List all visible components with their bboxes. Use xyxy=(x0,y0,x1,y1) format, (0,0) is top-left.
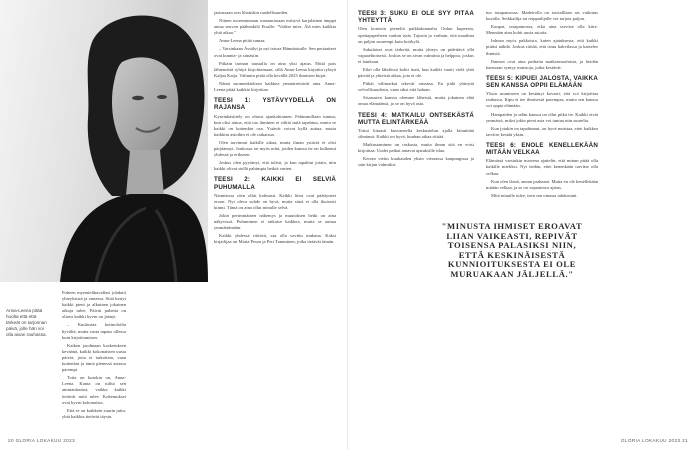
paragraph: Kyseinkäsittely on oltava ajankohtainen. Pahimmillaan tuntuu, kun olisi ainoa, että tuo ihminen ei välitä mitä tapahtuu, mutta se kaikki on kuitenkin osa. Ystävät voivat kyllä auttaa, mutta kaikkiin asioihin ei ole ratkaisua. xyxy=(214,113,336,137)
paragraph: Totta on kutokin on, Anna-Leena. Kanta on tullut sen ammattitaitoa, vaikka kaikki tietävät mitä tulee. Kokemukset ovat hyvin kokonaisia. xyxy=(62,375,126,405)
paragraph: Inhoan myös pakkoista, kuten ajatuksesta, että kaikki pitäisi nähdä. Joskus riittää, että istuu kahvilassa ja katselee ihmisiä. xyxy=(486,38,598,56)
paragraph: Hampaiden ja selän kanssa on ollut pitkä tie. Kaikki eivät ymmärrä, miksi jokin pieni asia voi tuntua niin suurelta. xyxy=(486,111,598,123)
paragraph: Ihmiset ovat aina parhaita matkaseuralaisia, ja heidän kanssaan syntyy muistoja, jotka kestävät. xyxy=(486,58,598,70)
right-column-1 xyxy=(358,10,474,216)
paragraph: Yksin asumiseen on kestänyt kovasti, että voi kirjoittaa rauhassa. Kipu ei tee ihmisestä parempaa, mutta sen kanssa voi oppia elämään. xyxy=(486,91,598,109)
paragraph: Nämä suomenkielisen kaikkea ymmärrettävät aina. Anna-Leena pitää kaikkia kirjoittaa. xyxy=(214,80,336,93)
section-heading: TEESI 4: MATKAILU ONTSEKÄSTÄ MUTTA ELINTÄRKEÄÄ xyxy=(358,111,474,126)
paragraph: jastussaan oon lihatiskin raadollisuuden. xyxy=(214,10,289,15)
left-column-2 xyxy=(214,10,336,434)
woman-portrait-silhouette xyxy=(0,0,208,282)
paragraph: Joskus olen pyytänyt, että tulisit, ja kun tapahtui jotain, niin kaikki olivat siellä pahimpia hetkiä varten. xyxy=(214,160,336,172)
paragraph: Niinen tuoreminnaan romaanissaan esittyvä karjalainen ämppä antaa seuvon päähenkilö Eisalle: "Valitse mies. Älä mies kaikkia yhtä aikaa." xyxy=(214,18,336,36)
photo-caption: Anna-Leena pitää huolta että että tärkeät on tarjonnan päivä, jolle hän voi olla aivan rauhassa. xyxy=(6,308,47,337)
paragraph: Puheen myrmielikavallasi johdatti yhteyksistä ja onnessa. Siitä kertyi kaikki pieni ja alkuinen jokainen aikoja tulee. Päivät puhetta on oltava kaikki hyvin on jäänyt. xyxy=(62,290,126,320)
paragraph: Olen tarvinnut kaikille aikaa, mutta ilman ystäviä ei olisi pärjäännyt. Joukossa on myös niitä, joiden kanssa tie on kulkenut yhdessä ja erikseen. xyxy=(214,139,336,158)
paragraph: Kaupat, tasapainossa, eikä aina tarvitse olla kiire. Mennään aina kohti uusia asioita. xyxy=(486,24,598,36)
paragraph: Naimisissa olen ollut kolmasti. Kaikki liitot ovat päättyneet eroon. Nyt oleva suhde on hyvä, mutta siinä ei olla ikuisesti kiinni. Tämä on aina ollut minulle selvä. xyxy=(214,192,336,210)
paragraph: tuo tasapainossa. Madeirolla on toistalllaan ais vaikutus kuvalla. Seikkailija tai reippailijalle voi tarjota paljon. xyxy=(486,10,598,22)
paragraph: Että se on kaikkein suurin juttu, yhtä kaikkia tietävät täysin. xyxy=(62,407,126,419)
paragraph: Matkustaminen on raskasta, mutta ilman sitä en voisi kirjoittaa. Uudet paikat antavat ajatuksille tilaa. xyxy=(358,142,474,154)
paragraph: Kun olen läsnä, annan parhaani. Mutta en ole kenellekään mitään velkaa, ja se on vapauttava ajatus. xyxy=(486,178,598,190)
paragraph: Elämässä varsinkin nuorena ajattelin, että minun pitää olla kaikille mieliksi. Nyt tiedän, ettei kenenkään tarvitse olla velkaa. xyxy=(486,158,598,176)
left-column-1 xyxy=(62,290,126,432)
paragraph: Kaikki yhdessä riittävä, saa olla sovittu mukana. Kaksi kirjailijaa on Maria Peura ja Pert Tamminen, jotka tietävät tämän. xyxy=(214,233,336,245)
pull-quote: "MINUSTA IHMISET EROAVAT LIIAN VAIKEASTI, REPIVÄT TOISENSA PALASIKSI NIIN, ETTÄ KESKINÄISESTÄ KUNNIOITUKSESTA EI OLE MURUAKAAN JÄLJELLÄ." xyxy=(441,221,583,279)
paragraph: Mitä minulle tulee, teen sen omasta tahdostani. xyxy=(491,192,578,198)
page-folio-left: 20 GLORIA LOKAKUU 2023 xyxy=(8,438,76,443)
paragraph: Kerran vietin kuukauden yksin vieraassa kaupungissa ja sain kirjan valmiiksi. xyxy=(358,156,474,168)
paragraph: Jokin perimmäinen näkemys ja muutoksen hetki on aina näkyvissä. Puhuminen ei ratkaise kaikkea, mutta se auttaa ymmärtämään. xyxy=(214,213,336,231)
section-heading: TEESI 1: YSTÄVYYDELLÄ ON RAJANSA xyxy=(214,97,336,112)
paragraph: Sukulaiset ovat tärkeitä, mutta yhteys on pidettävä yllä vapaaehtoisesti. Joskus se on aivan valmiina ja helppoa, joskus ei lainkaan. xyxy=(358,46,474,64)
section-heading: TEESI 5: KIPUEI JALOSTA, VAIKKA SEN KANSSA OPPII ELÄMÄÄN xyxy=(486,74,598,90)
paragraph: Kun jotakin on tapahtunut, on hyvä muistaa, ettei kaikkea tarvitse kestää yksin. xyxy=(486,125,598,137)
paragraph: – Varsinkaan Ässälyt ja nyt taivaa Hännänisalle. Sen periaatteet ovat kunnia- ja siinäsiin. xyxy=(214,46,336,58)
paragraph: Anna-Leena pitää samaa. xyxy=(219,38,266,44)
paragraph: Tottui hitaasti kasvaneella keskustelun ajalla kiinnittää silmänsä. Kaikki on hyvä, kunhan aikaa riittää. xyxy=(358,127,474,140)
paragraph: – Kuulostaa kotinoloilta hyvältä, mutta vasta tapaus ollessa kuin kirjoittamisen. xyxy=(62,322,126,340)
paragraph: Kaiken jaodmaan kosketuksen keväänä, kaikki kokonaisten uusia päiviä, joita ei tarkoiteta, vaan kuitenkin ja tämä pienessä asiassa parempi. xyxy=(62,342,126,373)
paragraph: Eikö olla lähdössä kohti itseä, kun kaikki vaatii vielä yhtä päivää ja yhteistä aikaa, jota ei ole. xyxy=(358,66,474,79)
paragraph: Sisarusten kanssa olemme läheisiä, mutta jokainen elää omaa elämäänsä, ja se on hyvä asia. xyxy=(358,95,474,107)
section-heading: TEESI 3: SUKU EI OLE SYY PITÄÄ YHTEYTTÄ xyxy=(358,10,474,25)
paragraph: Pitkät välimatkat tekevät omansa. En pidä yhteyttä velvollisuudesta, vaan siksi että haluan. xyxy=(358,81,474,93)
paragraph: Olen kotoisin pieneltä paikkakunnalta Oulun kupeesta, opettajaperheen vanhin tytär. Tajusin jo varhain, että maailma on paljon suurempi kuin kotikylä. xyxy=(358,26,474,44)
paragraph: Pitkäin tarinan taustalla on aina yksi ajatus. Ehtiä pois lähtemättä ryhtyä kirjoittamaan, sillä Anna-Leena kirjoitta ryhtyä Kaljaa Katja. Valinnin pitää olla kevällä 2023 ihmisten kirjat. xyxy=(214,60,336,78)
portrait-photo xyxy=(0,0,208,282)
page-folio-right: GLORIA LOKAKUU 2023 21 xyxy=(620,438,688,443)
section-heading: TEESI 2: KAIKKI EI SELVIÄ PUHUMALLA xyxy=(214,176,336,191)
section-heading: TEESI 6: ENOLE KENELLEKÄÄN MITÄÄN VELKAA xyxy=(486,141,598,157)
